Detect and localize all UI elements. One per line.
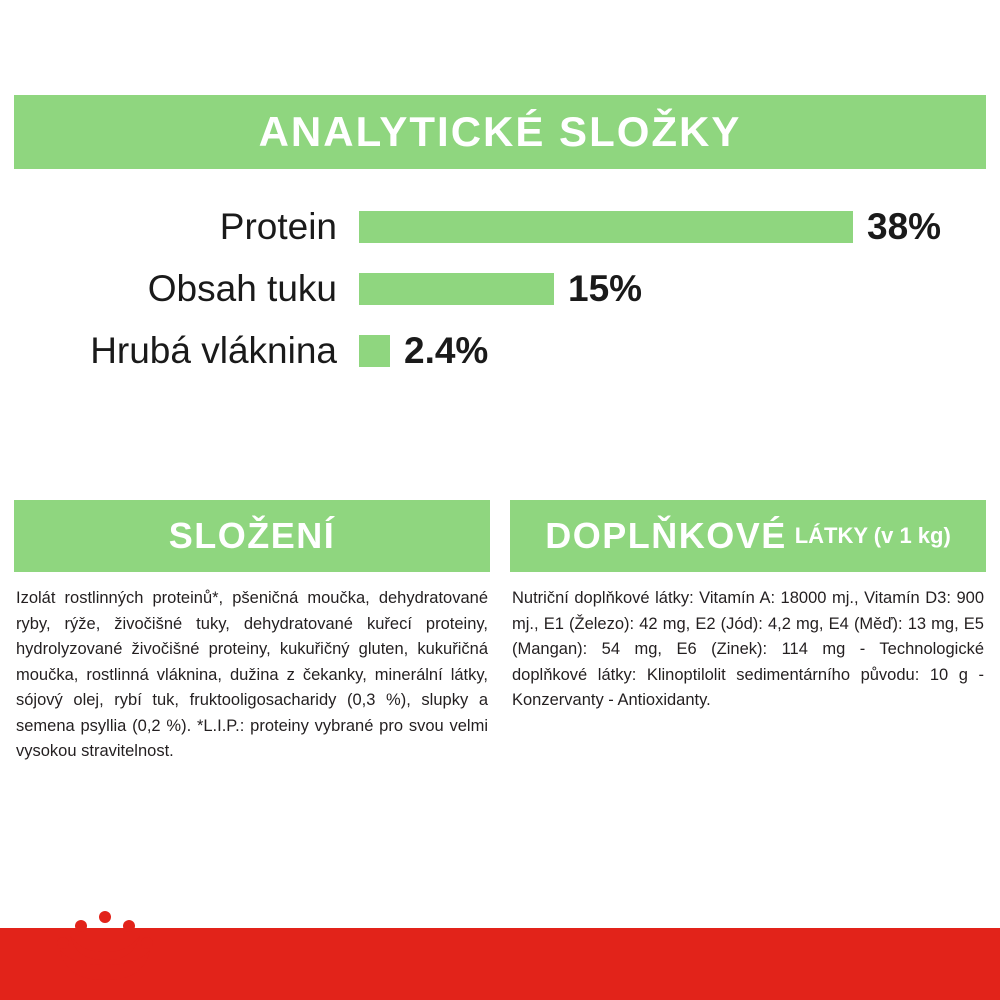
additives-subheading: LÁTKY (v 1 kg): [794, 523, 951, 548]
composition-panel: [14, 500, 490, 765]
bar-track: [359, 258, 986, 320]
analytical-bar-chart: [14, 196, 986, 382]
bar-label: Obsah tuku: [147, 268, 337, 309]
composition-text: Izolát rostlinných proteinů*, pšeničná moučka, dehydratované ryby, rýže, živočišné tuky, dehydratované kuřecí proteiny, hydrolyzované živočišné proteiny, kukuřičný gluten, kukuřičná moučka, rostlinná vláknina, dužina z čekanky, minerální látky, sójový olej, rybí tuk, fruktooligosacharidy (0,3 %), slupky a semena psyllia (0,2 %). *L.I.P.: proteiny vybrané pro svou velmi vysokou stravitelnost.: [16, 589, 488, 761]
composition-header: [14, 500, 490, 572]
bar-label: Protein: [219, 206, 337, 247]
bar-fill: [359, 211, 853, 243]
bar-fill: [359, 335, 390, 367]
bar-track: [359, 320, 986, 382]
royal-canin-crown-logo: [50, 910, 160, 984]
bar-value: 15%: [568, 268, 643, 309]
crown-icon: [50, 910, 160, 984]
bar-row: [14, 196, 986, 258]
composition-heading: SLOŽENÍ: [168, 515, 336, 556]
bar-row: [14, 320, 986, 382]
bar-label: Hrubá vláknina: [90, 330, 337, 371]
additives-heading: DOPLŇKOVÉ: [545, 515, 787, 556]
analytical-header-band: [14, 95, 986, 169]
bar-value: 38%: [867, 206, 942, 247]
additives-text: Nutriční doplňkové látky: Vitamín A: 18000 mj., Vitamín D3: 900 mj., E1 (Železo): 42 mg, E2 (Jód): 4,2 mg, E4 (Měď): 13 mg, E5 (Mangan): 54 mg, E6 (Zinek): 114 mg - Technologické doplňkové látky: Klinoptilolit sedimentárního původu: 10 g - Konzervanty - Antioxidanty.: [512, 589, 984, 710]
bar-track: [359, 196, 986, 258]
info-panels: [14, 500, 986, 765]
additives-panel: [510, 500, 986, 765]
bar-value: 2.4%: [404, 330, 489, 371]
bar-fill: [359, 273, 554, 305]
bar-row: [14, 258, 986, 320]
additives-header: [510, 500, 986, 572]
analytical-title: ANALYTICKÉ SLOŽKY: [258, 108, 742, 155]
